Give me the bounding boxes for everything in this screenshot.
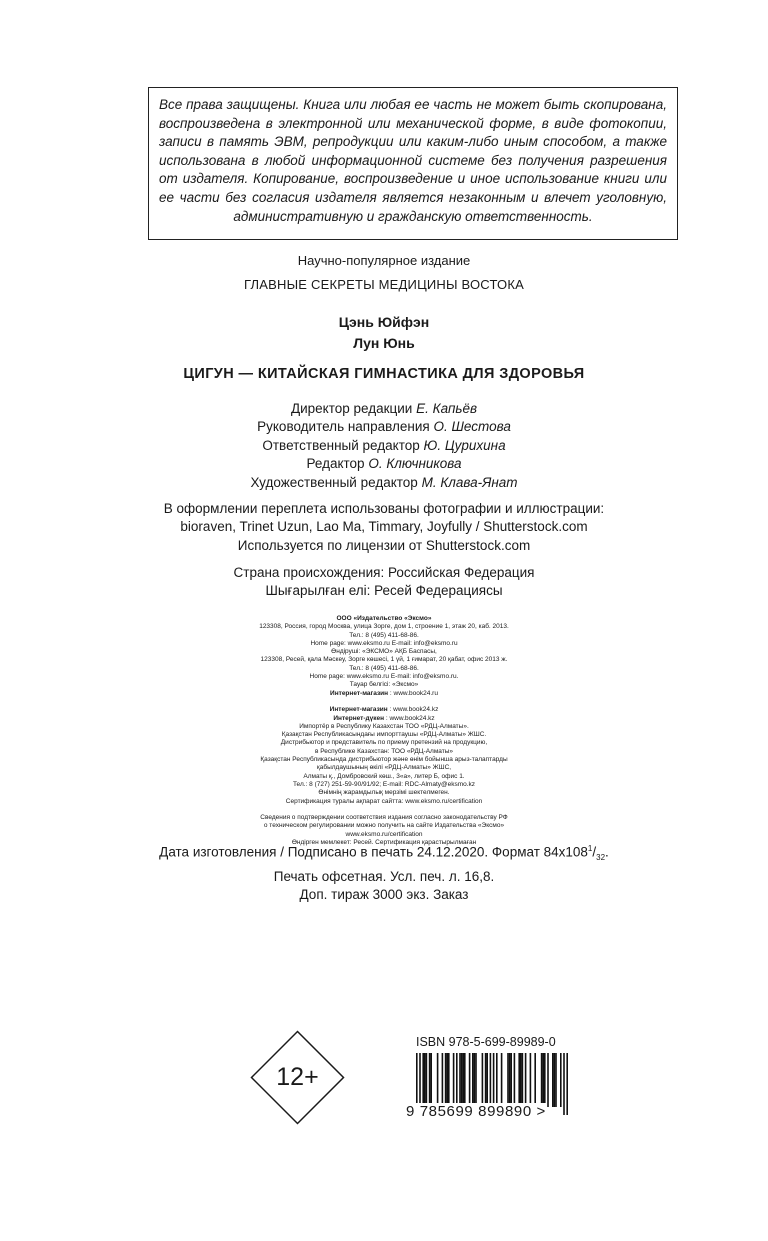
- staff-role: Художественный редактор: [250, 474, 418, 490]
- publisher-line: Алматы қ., Домбровский көш., 3«а», литер Б, офис 1.: [303, 772, 465, 780]
- book-title: ЦИГУН — КИТАЙСКАЯ ГИМНАСТИКА ДЛЯ ЗДОРОВЬЯ: [183, 366, 585, 382]
- publisher-line: в Республике Казахстан: ТОО «РДЦ-Алматы»: [314, 747, 454, 755]
- print-line: Доп. тираж 3000 экз. Заказ: [299, 887, 469, 902]
- credits-line: В оформлении переплета использованы фотографии и иллюстрации:: [163, 501, 605, 516]
- publisher-line: Тел.: 8 (727) 251-59-90/91/92; E-mail: RDC-Almaty@eksmo.kz: [292, 780, 476, 788]
- barcode-bar: [426, 1053, 428, 1107]
- shop-label: Интернет-магазин: [330, 689, 389, 697]
- publisher-line: Home page: www.eksmo.ru E-mail: info@eksmo.ru.: [309, 673, 459, 681]
- copyright-notice: Все права защищены. Книга или любая ее часть не может быть скопирована, воспроизведена в электронной или механической форме, в виде фотокопии, записи в память ЭВМ, репродукции или каким-либо иным способом, а также использована в любой информационной системе без получения разрешения от издателя. Копирование, воспроизведение и иное использование книги или ее части без согласия издателя является незаконным и влечет уголовную, административную и гражданскую ответственность.: [159, 97, 667, 224]
- barcode-bar: [430, 1053, 432, 1107]
- edition-type: Научно-популярное издание: [297, 253, 471, 268]
- staff-name: Е. Капьёв: [416, 401, 478, 416]
- publisher-info: [0, 615, 768, 847]
- shop-label: Интернет-магазин: [329, 706, 388, 714]
- barcode-bar: [464, 1053, 466, 1107]
- shop-label: Интернет-дүкен: [333, 714, 385, 722]
- barcode-bar: [560, 1053, 562, 1107]
- barcode-bar: [462, 1053, 464, 1107]
- barcode-bar: [554, 1053, 556, 1107]
- barcode-bar: [456, 1053, 458, 1107]
- publisher-line: Импортёр в Республику Казахстан ТОО «РДЦ-Алматы».: [299, 722, 469, 730]
- staff-name: О. Шестова: [433, 419, 511, 435]
- copyright-box: [148, 87, 678, 240]
- barcode-bar: [446, 1053, 448, 1107]
- country-of-origin: [0, 564, 768, 601]
- barcode-bar: [541, 1053, 543, 1107]
- publisher-spacer: [0, 806, 768, 814]
- author-2: Лун Юнь: [353, 335, 415, 351]
- barcode-bar: [461, 1053, 463, 1107]
- format-sub: 32: [596, 853, 606, 863]
- publisher-line: Дистрибьютор и представитель по приему претензий на продукцию,: [280, 739, 488, 747]
- barcode-bar: [501, 1053, 503, 1107]
- publisher-line: www.eksmo.ru/certification: [345, 830, 423, 838]
- isbn-block: [406, 1035, 581, 1125]
- barcode-bar: [424, 1053, 426, 1107]
- staff-role: Ответственный редактор: [262, 437, 420, 453]
- origin-line: Страна происхождения: Российская Федерация: [233, 565, 535, 580]
- publisher-line: Home page: www.eksmo.ru E-mail: info@eksmo.ru: [310, 639, 458, 647]
- publisher-line: 123308, Россия, город Москва, улица Зорге, дом 1, строение 1, этаж 20, каб. 2013.: [259, 623, 509, 631]
- barcode-bar: [510, 1053, 512, 1107]
- credits-line: Используется по лицензии от Shutterstock.com: [237, 537, 531, 553]
- publisher-line: [0, 706, 768, 714]
- age-rating-badge: [250, 1030, 345, 1125]
- publisher-line: қабылдаушының өкілі «РДЦ-Алматы» ЖШС,: [316, 764, 452, 772]
- publisher-line: Қазақстан Республикасындағы импорттаушы «РДЦ-Алматы» ЖШС.: [281, 731, 487, 739]
- publisher-line: Сертификация туралы ақпарат сайтта: www.eksmo.ru/certification: [285, 797, 483, 805]
- barcode-bar: [469, 1053, 471, 1107]
- barcode-bar: [518, 1053, 520, 1107]
- staff-role: Директор редакции: [290, 401, 413, 416]
- staff-name: Ю. Цурихина: [423, 437, 506, 453]
- shop-url: : www.book24.kz: [384, 714, 435, 722]
- barcode-bar: [520, 1053, 522, 1107]
- staff-item: [0, 455, 768, 473]
- barcode-bar: [514, 1053, 516, 1107]
- print-data: [0, 840, 768, 904]
- staff-name: М. Клава-Янат: [421, 474, 518, 490]
- print-line: Дата изготовления / Подписано в печать 24.12.2020. Формат $84х108^1/_{32}$.: [159, 844, 609, 863]
- barcode-bar: [547, 1053, 549, 1107]
- print-line-end: .: [605, 844, 609, 860]
- publisher-spacer: [0, 698, 768, 706]
- publisher-line: Өнімнің жарамдылық мерзімі шектелмеген.: [318, 789, 450, 797]
- publisher-line: о техническом регулировании можно получить на сайте Издательства «Эксмо»: [263, 822, 505, 830]
- staff-item: [0, 400, 768, 418]
- barcode-bar: [442, 1053, 444, 1107]
- publisher-line: Өндірген мемлекет: Ресей. Сертификация қарастырылмаған: [291, 839, 477, 847]
- barcode-bar: [422, 1053, 424, 1107]
- barcode-bar: [472, 1053, 474, 1107]
- barcode-bar: [448, 1053, 450, 1107]
- barcode-bar: [496, 1053, 498, 1107]
- staff-role: Редактор: [306, 456, 365, 472]
- shop-url: : www.book24.ru: [388, 689, 438, 697]
- publisher-line: Өндіруші: «ЭКСМО» АҚБ Баспасы,: [331, 648, 437, 656]
- barcode-bar: [437, 1053, 439, 1107]
- barcode-bar: [475, 1053, 477, 1107]
- staff-item: [0, 437, 768, 455]
- barcode-bar: [474, 1053, 476, 1107]
- cover-credits: [0, 500, 768, 555]
- barcode-bar: [544, 1053, 546, 1107]
- print-line: Печать офсетная. Усл. печ. л. 16,8.: [273, 868, 495, 884]
- credits-line: bioraven, Trinet Uzun, Lao Ma, Timmary, Joyfully / Shutterstock.com: [180, 519, 588, 535]
- author-1: Цэнь Юйфэн: [338, 314, 430, 330]
- format-sup: 1: [587, 844, 593, 853]
- publisher-line: ООО «Издательство «Эксмо»: [336, 615, 432, 622]
- barcode-bar: [509, 1053, 511, 1107]
- barcode-bar: [459, 1053, 461, 1107]
- barcode-bar: [542, 1053, 544, 1107]
- barcode-bar: [453, 1053, 455, 1107]
- barcode-bar: [507, 1053, 509, 1107]
- isbn-number: ISBN 978-5-699-89989-0: [416, 1035, 556, 1049]
- barcode-bar: [563, 1053, 565, 1115]
- publisher-line: Қазақстан Республикасында дистрибьютор және өнім бойынша арыз-талаптарды: [260, 756, 508, 764]
- barcode-bar: [555, 1053, 557, 1107]
- publisher-line: Тел.: 8 (495) 411-68-86.: [349, 631, 419, 639]
- publisher-line: Тел.: 8 (495) 411-68-86.: [349, 664, 419, 672]
- barcode-digits-text: 9 785699 899890 >: [406, 1103, 546, 1120]
- staff-name: О. Ключникова: [368, 456, 462, 472]
- barcode-digits: [406, 1103, 546, 1120]
- barcode-bar: [485, 1053, 487, 1107]
- barcode-bar: [525, 1053, 527, 1107]
- barcode-bar: [445, 1053, 447, 1107]
- staff-list: [0, 400, 768, 492]
- age-rating: 12+: [276, 1063, 319, 1091]
- barcode-bar: [429, 1053, 431, 1107]
- publisher-line: Тауар белгісі: «Эксмо»: [349, 681, 419, 689]
- staff-role: Руководитель направления: [257, 419, 430, 435]
- origin-line: Шығарылған елі: Ресей Федерациясы: [265, 583, 503, 599]
- barcode-bar: [522, 1053, 524, 1107]
- barcode-bar: [530, 1053, 532, 1107]
- publisher-line: 123308, Ресей, қала Мәскеу, Зорге көшесі, 1 үй, 1 ғимарат, 20 қабат, офис 2013 ж.: [260, 656, 508, 664]
- barcode-bar: [566, 1053, 568, 1115]
- barcode-bar: [486, 1053, 488, 1107]
- barcode-bar: [482, 1053, 484, 1107]
- series-title: ГЛАВНЫЕ СЕКРЕТЫ МЕДИЦИНЫ ВОСТОКА: [244, 277, 524, 292]
- barcode-bar: [552, 1053, 554, 1107]
- print-line-text: Дата изготовления / Подписано в печать 24.12.2020. Формат 84х108: [159, 844, 588, 860]
- staff-item: [0, 474, 768, 492]
- publisher-line: Сведения о подтверждении соответствия издания согласно законодательству РФ: [260, 814, 508, 822]
- publisher-line: [0, 715, 768, 723]
- staff-item: [0, 418, 768, 436]
- shop-url: : www.book24.kz: [387, 706, 439, 714]
- publisher-line: [0, 690, 768, 698]
- barcode-bar: [534, 1053, 536, 1107]
